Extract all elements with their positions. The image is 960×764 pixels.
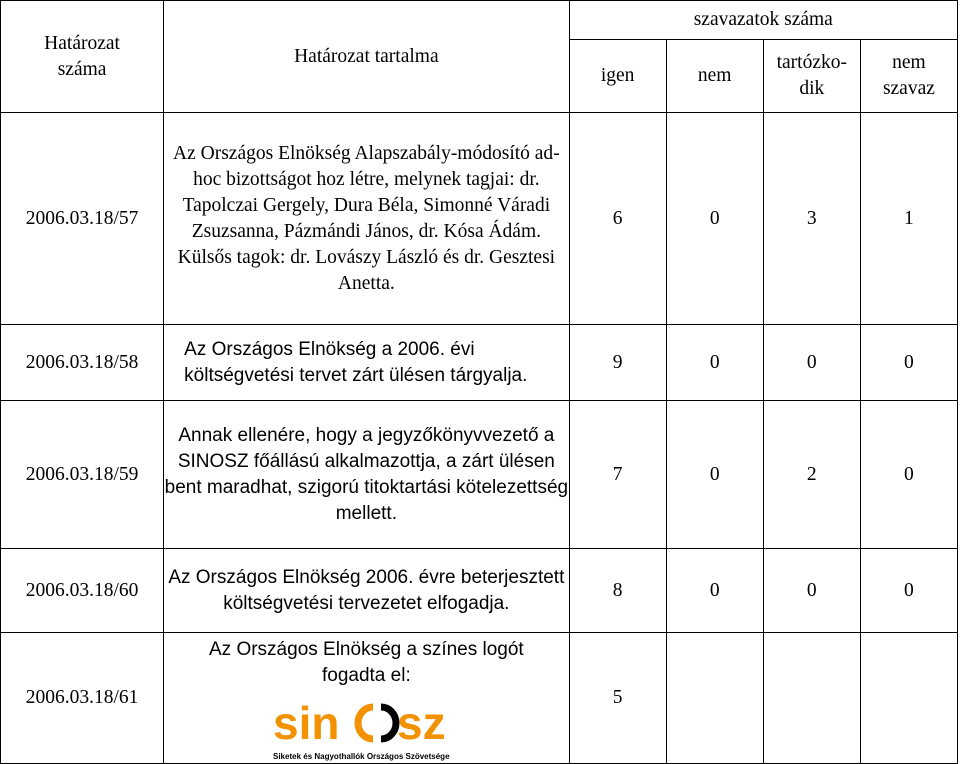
vote-yes: 7 [569,401,666,549]
vote-no: 0 [666,113,763,325]
table-row [1,113,958,325]
logo-wordmark-left: sin [273,697,340,749]
vote-yes: 8 [569,549,666,633]
sinosz-logo-graphic [273,693,459,763]
sinosz-logo [273,693,459,763]
header-no [666,40,763,113]
vote-no [666,633,763,764]
header-votes-group [569,1,957,40]
decision-content: Az Országos Elnökség 2006. évre beterjesztett költségvetési tervezetet elfogadja. [164,549,569,633]
header-decision-number-text: Határozat száma [44,32,120,80]
header-no-vote-text: nem szavaz [882,52,935,99]
vote-no-vote: 1 [860,113,957,325]
decision-number: 2006.03.18/58 [1,325,164,401]
table-row [1,401,958,549]
vote-yes: 5 [569,633,666,764]
table-row [1,325,958,401]
header-yes [569,40,666,113]
header-no-vote [860,40,957,113]
vote-no: 0 [666,549,763,633]
decision-number: 2006.03.18/61 [1,633,164,764]
vote-no-vote: 0 [860,401,957,549]
vote-no-vote: 0 [860,549,957,633]
vote-abstain: 0 [763,549,860,633]
vote-no-vote [860,633,957,764]
decision-content-cell [164,633,569,764]
vote-no-vote: 0 [860,325,957,401]
table-row [1,633,958,764]
logo-wordmark-right: sz [397,697,446,749]
logo-tagline: Siketek és Nagyothallók Országos Szövetsége [273,752,450,761]
header-decision-content-text: Határozat tartalma [294,45,439,67]
decision-number: 2006.03.18/57 [1,113,164,325]
table-row [1,549,958,633]
decision-number: 2006.03.18/60 [1,549,164,633]
decision-content: Az Országos Elnökség a színes logót fogadta el: [209,639,524,686]
header-decision-number [1,1,164,113]
decision-content: Annak ellenére, hogy a jegyzőkönyvvezető a SINOSZ főállású alkalmazottja, a zárt ülésen bent maradhat, szigorú titoktartási kötelezettség mellett. [164,401,569,549]
vote-abstain: 3 [763,113,860,325]
logo-ear-mark [358,707,396,739]
vote-yes: 9 [569,325,666,401]
vote-abstain: 2 [763,401,860,549]
header-votes-group-text: szavazatok száma [693,9,833,30]
decision-content: Az Országos Elnökség a 2006. évi költségvetési tervet zárt ülésen tárgyalja. [164,325,569,401]
header-abstain-text: tartózko-dik [776,52,847,99]
header-decision-content [164,1,569,113]
vote-abstain: 0 [763,325,860,401]
header-no-text: nem [697,65,732,86]
header-yes-text: igen [600,65,635,86]
decision-content: Az Országos Elnökség Alapszabály-módosító ad-hoc bizottságot hoz létre, melynek tagjai: dr. Tapolczai Gergely, Dura Béla, Simonné Váradi Zsuzsanna, Pázmándi János, dr. Kósa Ádám. Külsős tagok: dr. Lovászy László és dr. Gesztesi Anetta. [164,113,569,325]
vote-no: 0 [666,325,763,401]
vote-abstain [763,633,860,764]
vote-no: 0 [666,401,763,549]
decision-number: 2006.03.18/59 [1,401,164,549]
vote-yes: 6 [569,113,666,325]
header-abstain [763,40,860,113]
